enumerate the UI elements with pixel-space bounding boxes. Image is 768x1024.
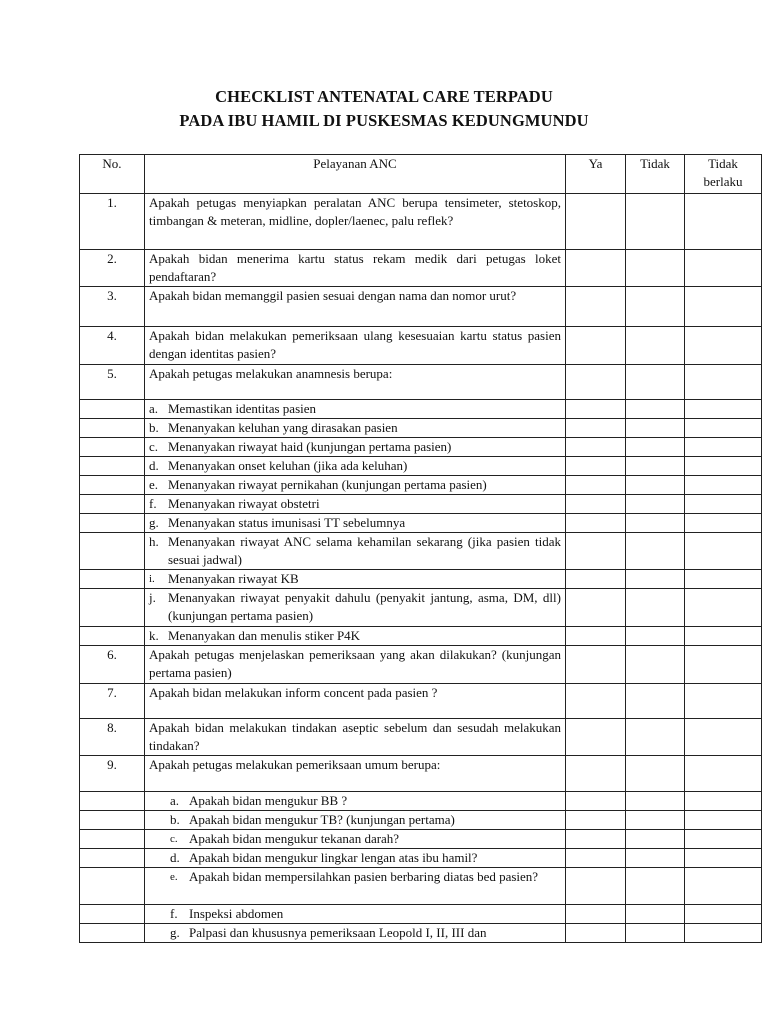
sub-letter: b. (149, 420, 159, 435)
sub-text: Apakah bidan mempersilahkan pasien berbaring diatas bed pasien? (189, 869, 539, 884)
sub-text: Apakah bidan mengukur TB? (kunjungan pertama) (189, 812, 455, 827)
not-applicable-cell[interactable] (685, 905, 762, 924)
document-subtitle: PADA IBU HAMIL DI PUSKESMAS KEDUNGMUNDU (179, 111, 589, 130)
sub-row (80, 457, 762, 476)
table-row (80, 684, 762, 719)
row-question: Apakah petugas melakukan pemeriksaan umum berupa: (145, 756, 566, 792)
sub-letter: c. (149, 439, 159, 454)
no-cell[interactable] (626, 457, 685, 476)
sub-row (80, 627, 762, 646)
header-service: Pelayanan ANC (145, 155, 566, 194)
sub-letter: j. (149, 590, 156, 605)
not-applicable-cell[interactable] (685, 419, 762, 438)
not-applicable-cell[interactable] (685, 287, 762, 327)
not-applicable-cell[interactable] (685, 868, 762, 905)
sub-text: Menanyakan riwayat obstetri (168, 496, 320, 511)
yes-cell[interactable] (566, 868, 626, 905)
not-applicable-cell[interactable] (685, 438, 762, 457)
sub-text: Menanyakan dan menulis stiker P4K (168, 628, 361, 643)
yes-cell[interactable] (566, 627, 626, 646)
not-applicable-cell[interactable] (685, 849, 762, 868)
row-question: Apakah bidan melakukan tindakan aseptic sebelum dan sesudah melakukan tindakan? (145, 719, 566, 756)
sub-letter: f. (149, 496, 157, 511)
no-cell[interactable] (626, 533, 685, 570)
yes-cell[interactable] (566, 287, 626, 327)
no-cell[interactable] (626, 570, 685, 589)
sub-row (80, 792, 762, 811)
not-applicable-cell[interactable] (685, 924, 762, 943)
yes-cell[interactable] (566, 570, 626, 589)
not-applicable-cell[interactable] (685, 457, 762, 476)
yes-cell[interactable] (566, 438, 626, 457)
no-cell[interactable] (626, 868, 685, 905)
table-row (80, 250, 762, 287)
sub-text: Apakah bidan mengukur BB ? (189, 793, 348, 808)
header-yes: Ya (566, 155, 626, 194)
row-number: 2. (80, 250, 145, 287)
no-cell[interactable] (626, 792, 685, 811)
no-cell[interactable] (626, 849, 685, 868)
sub-row (80, 849, 762, 868)
no-cell[interactable] (626, 419, 685, 438)
yes-cell[interactable] (566, 905, 626, 924)
header-no-answer: Tidak (626, 155, 685, 194)
row-number: 4. (80, 327, 145, 365)
row-number: 1. (80, 194, 145, 250)
not-applicable-cell[interactable] (685, 627, 762, 646)
sub-row (80, 476, 762, 495)
row-question: Apakah bidan memanggil pasien sesuai dengan nama dan nomor urut? (145, 287, 566, 327)
sub-text: Menanyakan riwayat ANC selama kehamilan sekarang (jika pasien tidak sesuai jadwal) (168, 534, 561, 567)
no-cell[interactable] (626, 365, 685, 400)
yes-cell[interactable] (566, 849, 626, 868)
yes-cell[interactable] (566, 400, 626, 419)
not-applicable-cell[interactable] (685, 194, 762, 250)
row-question: Apakah bidan menerima kartu status rekam medik dari petugas loket pendaftaran? (145, 250, 566, 287)
row-number: 3. (80, 287, 145, 327)
table-row (80, 287, 762, 327)
yes-cell[interactable] (566, 924, 626, 943)
table-row (80, 646, 762, 684)
not-applicable-cell[interactable] (685, 533, 762, 570)
row-number: 9. (80, 756, 145, 792)
yes-cell[interactable] (566, 365, 626, 400)
sub-text: Palpasi dan khususnya pemeriksaan Leopold I, II, III dan (189, 925, 487, 940)
not-applicable-cell[interactable] (685, 684, 762, 719)
row-number: 5. (80, 365, 145, 400)
yes-cell[interactable] (566, 792, 626, 811)
sub-letter: a. (170, 793, 180, 808)
not-applicable-cell[interactable] (685, 514, 762, 533)
no-cell[interactable] (626, 924, 685, 943)
yes-cell[interactable] (566, 327, 626, 365)
sub-letter: i. (149, 573, 155, 585)
row-question: Apakah petugas menyiapkan peralatan ANC berupa tensimeter, stetoskop, timbangan & meteran, midline, dopler/laenec, palu reflek? (145, 194, 566, 250)
sub-letter: h. (149, 534, 159, 549)
no-cell[interactable] (626, 811, 685, 830)
table-row (80, 719, 762, 756)
no-cell[interactable] (626, 495, 685, 514)
sub-letter: g. (149, 515, 159, 530)
not-applicable-cell[interactable] (685, 589, 762, 627)
sub-row (80, 514, 762, 533)
no-cell[interactable] (626, 194, 685, 250)
no-cell[interactable] (626, 400, 685, 419)
not-applicable-cell[interactable] (685, 811, 762, 830)
no-cell[interactable] (626, 905, 685, 924)
sub-row (80, 400, 762, 419)
not-applicable-cell[interactable] (685, 400, 762, 419)
row-number: 6. (80, 646, 145, 684)
header-no: No. (80, 155, 145, 194)
sub-text: Apakah bidan mengukur tekanan darah? (189, 831, 400, 846)
header-row (80, 155, 762, 194)
sub-text: Menanyakan keluhan yang dirasakan pasien (168, 420, 398, 435)
sub-row (80, 924, 762, 943)
no-cell[interactable] (626, 476, 685, 495)
no-cell[interactable] (626, 514, 685, 533)
sub-text: Inspeksi abdomen (189, 906, 284, 921)
sub-text: Menanyakan riwayat pernikahan (kunjungan pertama pasien) (168, 477, 487, 492)
sub-letter: d. (149, 458, 159, 473)
header-not-applicable: Tidak berlaku (685, 155, 762, 194)
sub-row (80, 905, 762, 924)
checklist-table (79, 154, 762, 943)
no-cell[interactable] (626, 684, 685, 719)
not-applicable-cell[interactable] (685, 756, 762, 792)
sub-row (80, 419, 762, 438)
sub-letter: f. (170, 906, 178, 921)
yes-cell[interactable] (566, 419, 626, 438)
yes-cell[interactable] (566, 811, 626, 830)
no-cell[interactable] (626, 327, 685, 365)
sub-row (80, 811, 762, 830)
not-applicable-cell[interactable] (685, 830, 762, 849)
no-cell[interactable] (626, 646, 685, 684)
table-row (80, 365, 762, 400)
sub-letter: c. (170, 833, 178, 845)
sub-text: Apakah bidan mengukur lingkar lengan atas ibu hamil? (189, 850, 478, 865)
table-row (80, 194, 762, 250)
yes-cell[interactable] (566, 646, 626, 684)
row-question: Apakah bidan melakukan inform concent pada pasien ? (145, 684, 566, 719)
yes-cell[interactable] (566, 589, 626, 627)
sub-row (80, 570, 762, 589)
no-cell[interactable] (626, 250, 685, 287)
yes-cell[interactable] (566, 250, 626, 287)
yes-cell[interactable] (566, 830, 626, 849)
sub-letter: d. (170, 850, 180, 865)
row-question: Apakah bidan melakukan pemeriksaan ulang kesesuaian kartu status pasien dengan identitas pasien? (145, 327, 566, 365)
sub-row (80, 589, 762, 627)
no-cell[interactable] (626, 287, 685, 327)
not-applicable-cell[interactable] (685, 792, 762, 811)
no-cell[interactable] (626, 756, 685, 792)
sub-row (80, 830, 762, 849)
yes-cell[interactable] (566, 495, 626, 514)
sub-row (80, 533, 762, 570)
table-row (80, 756, 762, 792)
sub-text: Menanyakan riwayat haid (kunjungan pertama pasien) (168, 439, 452, 454)
yes-cell[interactable] (566, 514, 626, 533)
not-applicable-cell[interactable] (685, 495, 762, 514)
not-applicable-cell[interactable] (685, 646, 762, 684)
sub-row (80, 868, 762, 905)
no-cell[interactable] (626, 830, 685, 849)
no-cell[interactable] (626, 438, 685, 457)
no-cell[interactable] (626, 627, 685, 646)
row-number: 8. (80, 719, 145, 756)
document-title: CHECKLIST ANTENATAL CARE TERPADU (215, 87, 553, 106)
row-number: 7. (80, 684, 145, 719)
yes-cell[interactable] (566, 533, 626, 570)
table-row (80, 327, 762, 365)
yes-cell[interactable] (566, 457, 626, 476)
row-question: Apakah petugas menjelaskan pemeriksaan yang akan dilakukan? (kunjungan pertama pasien) (145, 646, 566, 684)
yes-cell[interactable] (566, 719, 626, 756)
sub-letter: g. (170, 925, 180, 940)
not-applicable-cell[interactable] (685, 570, 762, 589)
sub-letter: e. (170, 871, 178, 883)
sub-text: Menanyakan riwayat penyakit dahulu (penyakit jantung, asma, DM, dll) (kunjungan pertama pasien) (168, 590, 561, 623)
sub-text: Menanyakan riwayat KB (168, 571, 299, 586)
sub-row (80, 495, 762, 514)
not-applicable-cell[interactable] (685, 327, 762, 365)
not-applicable-cell[interactable] (685, 250, 762, 287)
not-applicable-cell[interactable] (685, 476, 762, 495)
sub-letter: e. (149, 477, 159, 492)
sub-text: Menanyakan status imunisasi TT sebelumnya (168, 515, 406, 530)
yes-cell[interactable] (566, 684, 626, 719)
yes-cell[interactable] (566, 476, 626, 495)
not-applicable-cell[interactable] (685, 365, 762, 400)
no-cell[interactable] (626, 719, 685, 756)
yes-cell[interactable] (566, 194, 626, 250)
not-applicable-cell[interactable] (685, 719, 762, 756)
sub-letter: b. (170, 812, 180, 827)
no-cell[interactable] (626, 589, 685, 627)
row-question: Apakah petugas melakukan anamnesis berupa: (145, 365, 566, 400)
sub-letter: k. (149, 628, 159, 643)
sub-letter: a. (149, 401, 159, 416)
sub-text: Memastikan identitas pasien (168, 401, 317, 416)
sub-text: Menanyakan onset keluhan (jika ada keluhan) (168, 458, 408, 473)
yes-cell[interactable] (566, 756, 626, 792)
sub-row (80, 438, 762, 457)
